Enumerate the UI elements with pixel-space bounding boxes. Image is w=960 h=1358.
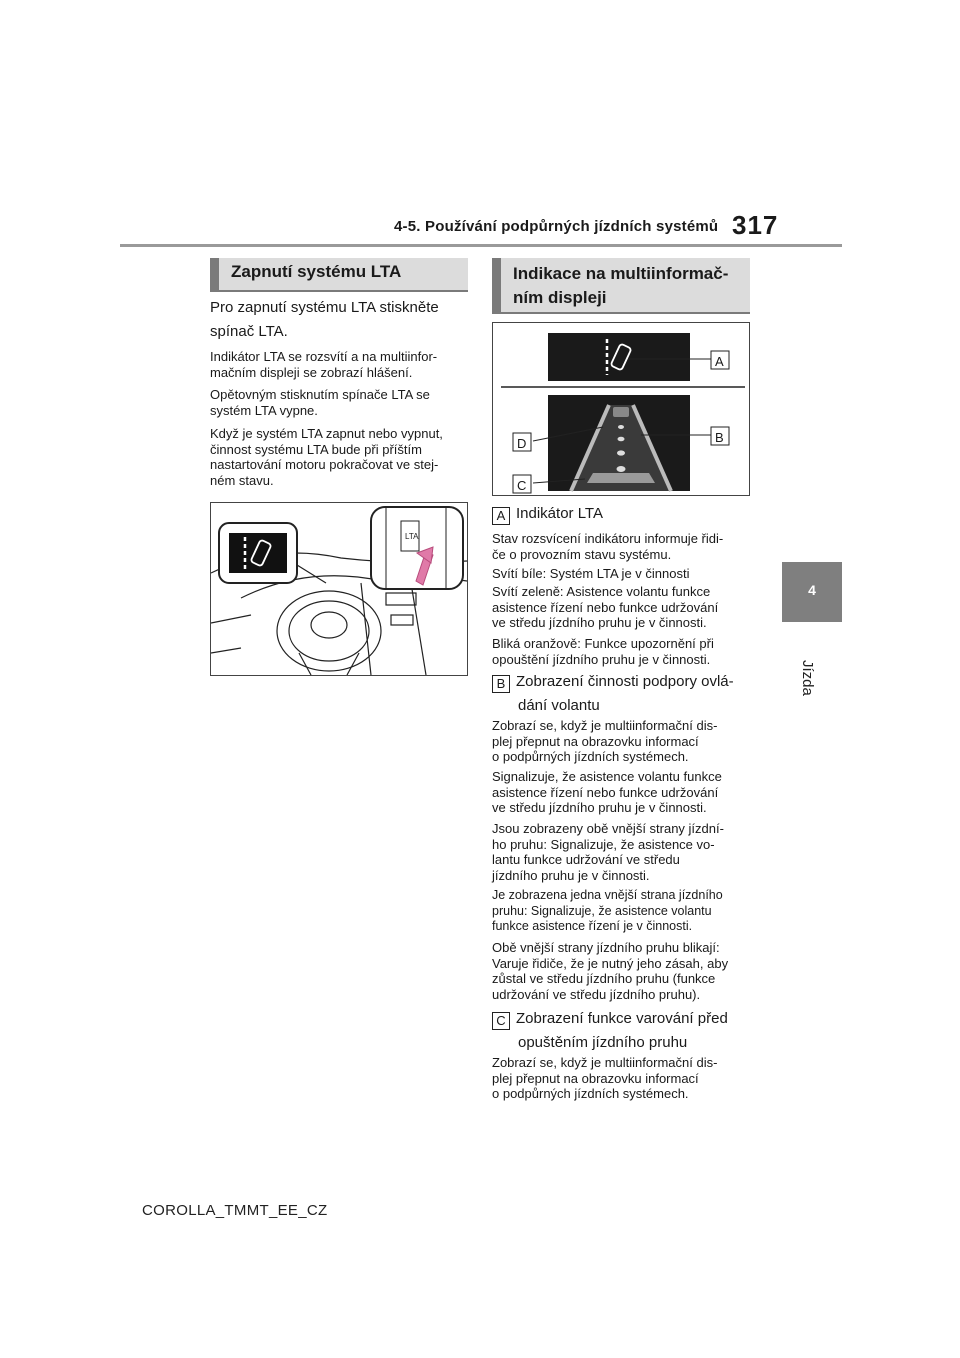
text-line: Bliká oranžově: Funkce upozornění při — [492, 636, 714, 651]
display-drawing — [493, 323, 749, 495]
text-line: systém LTA vypne. — [210, 402, 318, 418]
text-line: zůstal ve středu jízdního pruhu (funkce — [492, 971, 716, 986]
item-c-title-line-2: opuštěním jízdního pruhu — [518, 1034, 688, 1051]
item-letter-box: A — [492, 507, 510, 525]
text-line: Svítí zeleně: Asistence volantu funkce — [492, 584, 711, 599]
item-b-title — [492, 670, 734, 718]
left-para-3 — [210, 426, 443, 488]
item-b-para-3 — [492, 821, 724, 883]
text-line: ném stavu. — [210, 472, 274, 488]
header-rule — [120, 244, 842, 247]
item-c-para-1 — [492, 1055, 717, 1102]
text-line: ve středu jízdního pruhu je v činnosti. — [492, 615, 707, 630]
text-line: o podpůrných jízdních systémech. — [492, 749, 689, 764]
text-line: mačním displeji se zobrazí hlášení. — [210, 364, 413, 380]
item-letter-box: C — [492, 1012, 510, 1030]
text-line: Varuje řidiče, že je nutný jeho zásah, aby — [492, 955, 729, 971]
item-c-title-line-1: Zobrazení funkce varování před — [516, 1010, 728, 1027]
text-line: Zobrazí se, když je multiinformační dis- — [492, 1055, 718, 1070]
text-line: lantu funkce udržování ve středu — [492, 852, 680, 867]
text-line: činnost systému LTA bude při příštím — [210, 441, 422, 457]
intro-line-1: Pro zapnutí systému LTA stiskněte — [210, 299, 439, 316]
item-b-para-5 — [492, 940, 728, 1002]
text-line: plej přepnut na obrazovku informací — [492, 1070, 699, 1086]
text-line: Jsou zobrazeny obě vnější strany jízdní- — [492, 821, 724, 836]
figure-label-a: A — [715, 354, 724, 369]
intro-paragraph — [210, 296, 439, 344]
item-b-para-1 — [492, 718, 717, 765]
left-para-2 — [210, 387, 430, 418]
item-letter-box: B — [492, 675, 510, 693]
text-line: Opětovným stisknutím spínače LTA se — [210, 387, 430, 402]
section-heading-left — [210, 258, 468, 292]
figure-label-c: C — [517, 478, 527, 493]
item-a-para-4 — [492, 636, 714, 667]
item-b-para-4 — [492, 888, 723, 935]
item-b-title-line-2: dání volantu — [518, 697, 600, 714]
text-line: Svítí bíle: Systém LTA je v činnosti — [492, 566, 690, 581]
chapter-tab-number: 4 — [808, 582, 816, 598]
section-heading-right-line-2: ním displeji — [513, 288, 607, 307]
intro-line-2: spínač LTA. — [210, 323, 288, 340]
text-line: funkce asistence řízení je v činnosti. — [492, 919, 693, 933]
figure-label-b: B — [715, 430, 724, 445]
svg-text:LTA: LTA — [405, 532, 419, 541]
text-line: Když je systém LTA zapnut nebo vypnut, — [210, 426, 443, 441]
item-b-para-2 — [492, 769, 722, 816]
lta-switch-illustration — [210, 502, 468, 676]
item-a-title — [492, 502, 603, 526]
dashboard-drawing — [211, 503, 467, 675]
page-number: 317 — [732, 210, 779, 240]
chapter-tab-label: Jízda — [799, 660, 816, 696]
text-line: udržování ve středu jízdního pruhu). — [492, 986, 701, 1002]
item-b-title-line-1: Zobrazení činnosti podpory ovlá- — [516, 673, 734, 690]
text-line: ve středu jízdního pruhu je v činnosti. — [492, 800, 707, 815]
text-line: jízdního pruhu je v činnosti. — [492, 867, 650, 883]
text-line: opouštění jízdního pruhu je v činnosti. — [492, 651, 711, 667]
figure-label-d: D — [517, 436, 527, 451]
text-line: Stav rozsvícení indikátoru informuje řidi- — [492, 531, 724, 546]
text-line: asistence řízení nebo funkce udržování — [492, 599, 719, 615]
text-line: asistence řízení nebo funkce udržování — [492, 784, 719, 800]
text-line: pruhu: Signalizuje, že asistence volantu — [492, 903, 712, 918]
text-line: Obě vnější strany jízdního pruhu blikají: — [492, 940, 720, 955]
item-a-para-3 — [492, 584, 718, 631]
multi-info-display-illustration — [492, 322, 750, 496]
section-heading-right — [492, 258, 750, 314]
text-line: Signalizuje, že asistence volantu funkce — [492, 769, 722, 784]
running-header-title: 4-5. Používání podpůrných jízdních systémů — [394, 218, 719, 235]
chapter-tab — [782, 562, 842, 622]
section-heading-right-line-1: Indikace na multiinformač- — [513, 264, 729, 283]
item-a-title-text: Indikátor LTA — [516, 505, 603, 522]
item-c-title — [492, 1007, 728, 1055]
text-line: Je zobrazena jedna vnější strana jízdního — [492, 888, 723, 902]
text-line: Zobrazí se, když je multiinformační dis- — [492, 718, 718, 733]
text-line: če o provozním stavu systému. — [492, 546, 672, 562]
text-line: nastartování motoru pokračovat ve stej- — [210, 457, 439, 472]
item-a-para-2 — [492, 566, 689, 582]
left-para-1 — [210, 349, 437, 380]
section-heading-left-text: Zapnutí systému LTA — [231, 262, 402, 281]
document-code: COROLLA_TMMT_EE_CZ — [142, 1202, 328, 1219]
text-line: plej přepnut na obrazovku informací — [492, 733, 699, 749]
text-line: ho pruhu: Signalizuje, že asistence vo- — [492, 836, 715, 852]
text-line: Indikátor LTA se rozsvítí a na multiinfor- — [210, 349, 438, 364]
text-line: o podpůrných jízdních systémech. — [492, 1086, 689, 1101]
item-a-para-1 — [492, 531, 723, 562]
